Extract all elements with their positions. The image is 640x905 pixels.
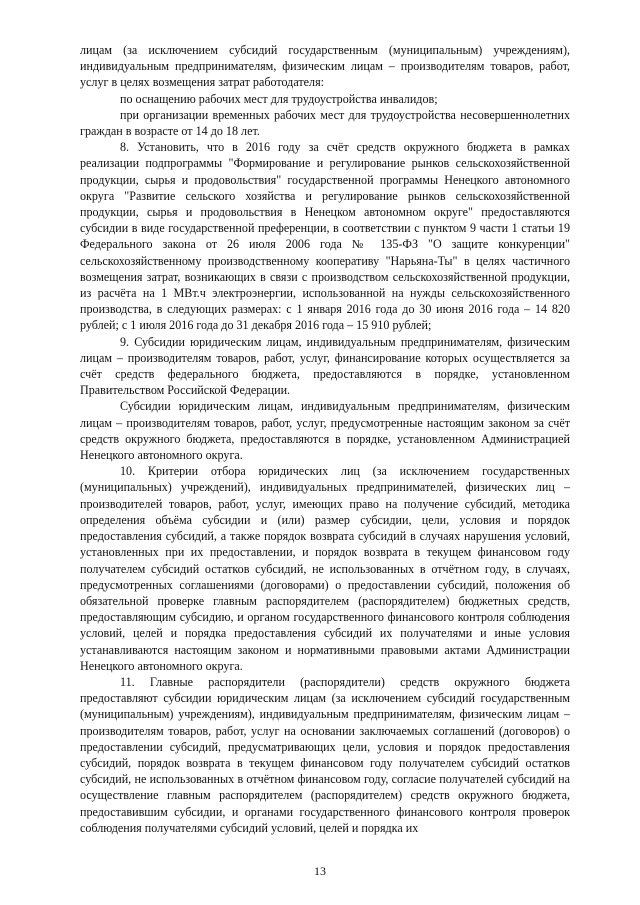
document-page xyxy=(80,42,570,836)
paragraph-temporary-workplaces: при организации временных рабочих мест для трудоустройства несовершеннолетних граждан в возрасте от 14 до 18 лет. xyxy=(80,107,570,139)
paragraph-disabled-workplaces: по оснащению рабочих мест для трудоустройства инвалидов; xyxy=(120,91,438,106)
paragraph-clause-10: 10. Критерии отбора юридических лиц (за исключением государственных (муниципальных) учреждений), индивидуальных предпринимателей, физических лиц – производителей товаров, работ, услуг, имеющих право на получение субсидий, методика определения объёма субсидии и (или) размер субсидии, цели, условия и порядок предоставления субсидий, а также порядок возврата субсидий в случаях нарушения условий, установленных при их предоставлении, и порядок возврата в текущем финансовом году получателем субсидий остатков субсидий, не использованных в отчётном году, в случаях, предусмотренных соглашениями (договорами) о предоставлении субсидий, положения об обязательной проверке главным распорядителем (распорядителем) бюджетных средств, предоставляющим субсидию, и органом государственного финансового контроля соблюдения условий, целей и порядка предоставления субсидий их получателями и иные условия устанавливаются настоящим законом и нормативными правовыми актами Администрации Ненецкого автономного округа. xyxy=(80,464,570,673)
paragraph-clause-9: 9. Субсидии юридическим лицам, индивидуальным предпринимателям, физическим лицам – производителям товаров, работ, услуг, финансирование которых осуществляется за счёт средств федерального бюджета, предоставляются в порядке, установленном Правительством Российской Федерации. xyxy=(80,334,570,398)
paragraph-subsidies-procedure: Субсидии юридическим лицам, индивидуальным предпринимателям, физическим лицам – производителям товаров, работ, услуг, предусмотренные настоящим законом за счёт средств окружного бюджета, предоставляются в порядке, установленном Администрацией Ненецкого автономного округа. xyxy=(80,399,570,463)
paragraph-continuation: лицам (за исключением субсидий государственным (муниципальным) учреждениям), индивидуальным предпринимателям, физическим лицам – производителям товаров, работ, услуг в целях возмещения затрат работодателя: xyxy=(80,43,570,90)
paragraph-clause-8: 8. Установить, что в 2016 году за счёт средств окружного бюджета в рамках реализации подпрограммы "Формирование и регулирование рынков сельскохозяйственной продукции, сырья и продовольствия" государственной программы Ненецкого автономного округа "Развитие сельского хозяйства и регулирование рынков сельскохозяйственной продукции, сырья и продовольствия в Ненецком автономном округе" предоставляются субсидии в виде государственной преференции, в соответствии с пунктом 9 части 1 статьи 19 Федерального закона от 26 июля 2006 года № 135-ФЗ "О защите конкуренции" сельскохозяйственному производственному кооперативу "Нарьяна-Ты" в целях частичного возмещения затрат, возникающих в связи с производством сельскохозяйственной продукции, из расчёта на 1 МВт.ч электроэнергии, использованной на нужды сельскохозяйственного производства, в следующих размерах: с 1 января 2016 года до 30 июня 2016 года – 14 820 рублей; с 1 июля 2016 года до 31 декабря 2016 года – 15 910 рублей; xyxy=(80,140,570,333)
page-number: 13 xyxy=(314,864,326,878)
paragraph-clause-11: 11. Главные распорядители (распорядители) средств окружного бюджета предоставляют субсидии юридическим лицам (за исключением субсидий государственным (муниципальным) учреждениям), индивидуальным предпринимателям, физическим лицам – производителям товаров, работ, услуг на основании заключаемых соглашений (договоров) о предоставлении субсидий, предусматривающих цели, условия и порядок предоставления субсидий, порядок возврата в текущем финансовом году получателем субсидий остатков субсидий, не использованных в отчётном финансовом году, согласие получателей субсидий на осуществление главным распорядителем (распорядителем) средств окружного бюджета, предоставившим субсидии, и органами государственного финансового контроля проверок соблюдения получателями субсидий условий, целей и порядка их xyxy=(80,674,570,835)
